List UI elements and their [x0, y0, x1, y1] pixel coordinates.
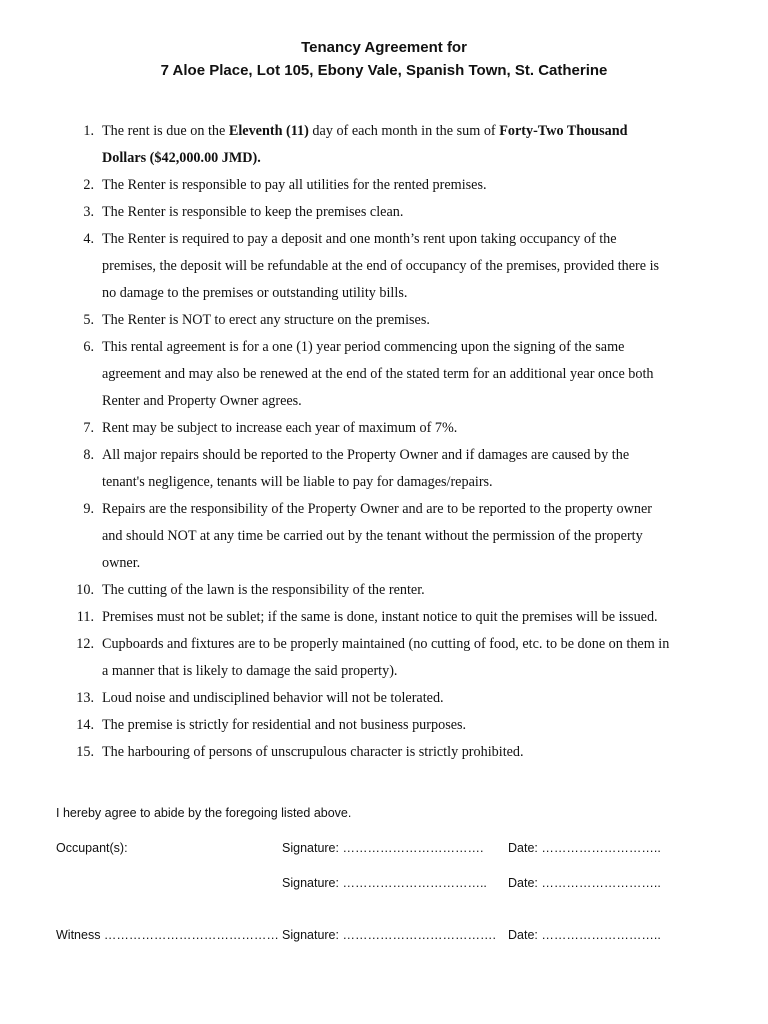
term-text: day of each month in the sum of: [308, 123, 500, 139]
term-item: [72, 199, 672, 226]
term-text: Premises must not be sublet; if the same is done, instant notice to quit the premises will be issued.: [102, 609, 658, 625]
term-item: [72, 604, 672, 631]
term-text: The rent is due on the: [102, 123, 229, 139]
occupant-row-1: [56, 841, 696, 859]
date-line: Date: ………………………..: [508, 841, 661, 855]
term-item: [72, 172, 672, 199]
term-text: Rent may be subject to increase each year of maximum of 7%.: [102, 420, 458, 436]
signature-line: Signature: ……………………………..: [282, 876, 487, 890]
term-number: 4.: [83, 231, 94, 247]
term-item: [72, 226, 672, 307]
term-text: The harbouring of persons of unscrupulous character is strictly prohibited.: [102, 744, 524, 760]
title-line-1: Tenancy Agreement for: [301, 39, 467, 56]
term-text: The Renter is NOT to erect any structure on the premises.: [102, 312, 430, 328]
term-text: The Renter is responsible to keep the premises clean.: [102, 204, 404, 220]
term-item: [72, 739, 672, 766]
term-text: The Renter is responsible to pay all utilities for the rented premises.: [102, 177, 487, 193]
signature-line: Signature: …………………………….: [282, 841, 484, 855]
term-text: Cupboards and fixtures are to be properly maintained (no cutting of food, etc. to be done on them in a manner that is likely to damage the said property).: [102, 636, 670, 679]
term-item: [72, 496, 672, 577]
term-emphasis: Forty-Two Thousand Dollars ($42,000.00 JMD).: [102, 123, 628, 166]
date-line: Date: ………………………..: [508, 928, 661, 942]
term-number: 7.: [83, 420, 94, 436]
term-item: [72, 334, 672, 415]
terms-list: [72, 118, 672, 766]
term-number: 10.: [76, 582, 94, 598]
term-item: [72, 442, 672, 496]
term-item: [72, 307, 672, 334]
term-number: 1.: [83, 123, 94, 139]
term-item: [72, 685, 672, 712]
term-number: 8.: [83, 447, 94, 463]
witness-line: Witness ……………………………………: [56, 928, 279, 942]
term-text: The Renter is required to pay a deposit and one month’s rent upon taking occupancy of the premises, the deposit will be refundable at the end of occupancy of the premises, provided there is no damage to the premises or outstanding utility bills.: [102, 231, 660, 301]
term-number: 3.: [83, 204, 94, 220]
term-item: [72, 415, 672, 442]
term-number: 6.: [83, 339, 94, 355]
term-text: All major repairs should be reported to the Property Owner and if damages are caused by the tenant's negligence, tenants will be liable to pay for damages/repairs.: [102, 447, 630, 490]
signature-line: Signature: ……………………………….: [282, 928, 496, 942]
term-text: This rental agreement is for a one (1) year period commencing upon the signing of the same agreement and may also be renewed at the end of the stated term for an additional year once both Renter and Property Owner agrees.: [102, 339, 654, 409]
term-number: 13.: [76, 690, 94, 706]
term-item: [72, 118, 672, 172]
witness-row: [56, 928, 696, 946]
term-number: 2.: [83, 177, 94, 193]
title-line-2: 7 Aloe Place, Lot 105, Ebony Vale, Spanish Town, St. Catherine: [160, 62, 608, 79]
term-number: 5.: [83, 312, 94, 328]
term-text: The cutting of the lawn is the responsibility of the renter.: [102, 582, 425, 598]
agreement-statement: I hereby agree to abide by the foregoing listed above.: [56, 806, 352, 820]
occupant-row-2: [56, 876, 696, 894]
term-item: [72, 631, 672, 685]
term-item: [72, 712, 672, 739]
term-text: Loud noise and undisciplined behavior will not be tolerated.: [102, 690, 444, 706]
term-number: 12.: [76, 636, 94, 652]
term-text: The premise is strictly for residential and not business purposes.: [102, 717, 467, 733]
term-number: 15.: [76, 744, 94, 760]
term-item: [72, 577, 672, 604]
term-number: 9.: [83, 501, 94, 517]
term-number: 14.: [76, 717, 94, 733]
date-line: Date: ………………………..: [508, 876, 661, 890]
document-title: [0, 36, 768, 82]
occupant-label: Occupant(s):: [56, 841, 128, 855]
term-text: Repairs are the responsibility of the Property Owner and are to be reported to the property owner and should NOT at any time be carried out by the tenant without the permission of the property owner.: [102, 501, 652, 571]
term-emphasis: Eleventh (11): [228, 123, 309, 139]
term-number: 11.: [76, 609, 94, 625]
